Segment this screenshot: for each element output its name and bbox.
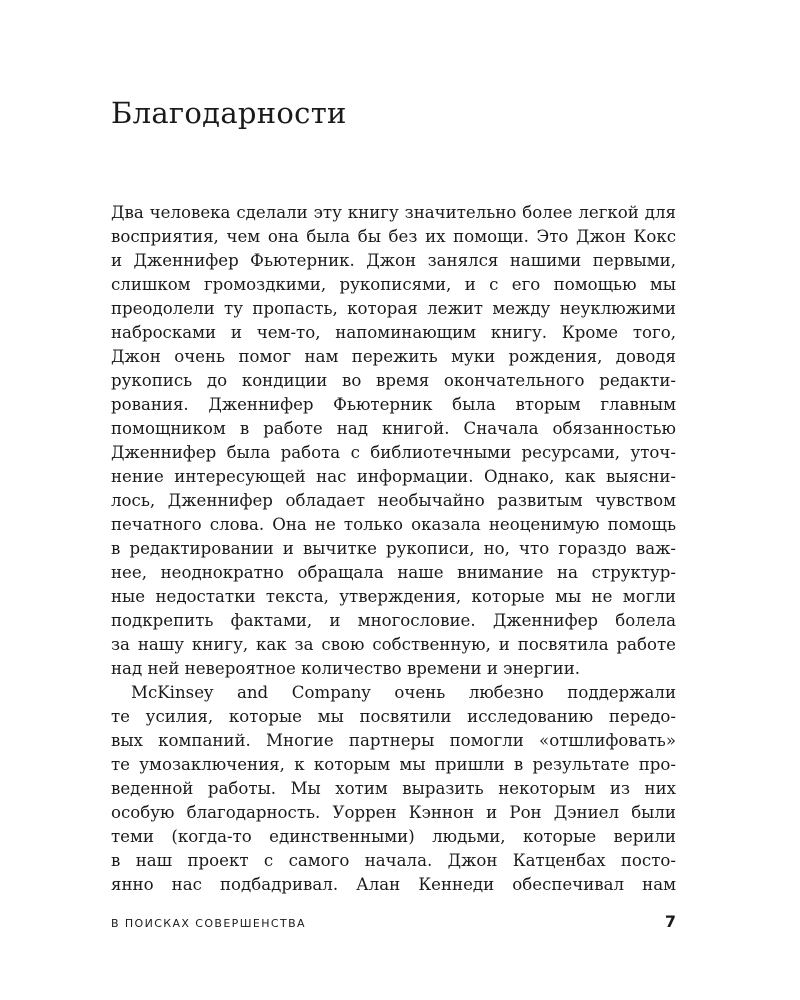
body-text: [111, 201, 676, 897]
text-line: ные недостатки текста, утверждения, которые мы не могли: [111, 587, 676, 606]
text-line: Два человека сделали эту книгу значительно более легкой для: [111, 203, 676, 222]
text-line: Джон очень помог нам пережить муки рождения, доводя: [111, 347, 676, 366]
running-footer-book-title: В ПОИСКАХ СОВЕРШЕНСТВА: [111, 917, 306, 930]
page-number: 7: [664, 912, 676, 931]
text-line: в редактировании и вычитке рукописи, но, что гораздо важ-: [111, 539, 676, 558]
text-line: особую благодарность. Уоррен Кэннон и Рон Дэниел были: [111, 803, 676, 822]
text-line: вых компаний. Многие партнеры помогли «отшлифовать»: [111, 731, 676, 750]
text-line: Дженнифер была работа с библиотечными ресурсами, уточ-: [111, 443, 676, 462]
text-line: те усилия, которые мы посвятили исследованию передо-: [111, 707, 676, 726]
text-line: McKinsey and Company очень любезно поддержали: [131, 683, 676, 702]
text-line: нение интересующей нас информации. Однако, как выясни-: [111, 467, 676, 486]
text-line: рукопись до кондиции во время окончательного редакти-: [111, 371, 676, 390]
text-line: те умозаключения, к которым мы пришли в результате про-: [111, 755, 676, 774]
text-line: восприятия, чем она была бы без их помощи. Это Джон Кокс: [111, 227, 676, 246]
text-line: нее, неоднократно обращала наше внимание на структур-: [111, 563, 676, 582]
text-line: набросками и чем-то, напоминающим книгу. Кроме того,: [111, 323, 676, 342]
page-title: Благодарности: [111, 96, 347, 130]
text-line: теми (когда-то единственными) людьми, которые верили: [111, 827, 676, 846]
text-line: подкрепить фактами, и многословие. Дженнифер болела: [111, 611, 676, 630]
text-line: над ней невероятное количество времени и энергии.: [111, 659, 581, 678]
text-line: веденной работы. Мы хотим выразить некоторым из них: [111, 779, 676, 798]
text-line: янно нас подбадривал. Алан Кеннеди обеспечивал нам: [111, 875, 676, 894]
text-line: за нашу книгу, как за свою собственную, и посвятила работе: [111, 635, 676, 654]
text-line: слишком громоздкими, рукописями, и с его помощью мы: [111, 275, 676, 294]
text-line: и Дженнифер Фьютерник. Джон занялся нашими первыми,: [111, 251, 676, 270]
text-line: рования. Дженнифер Фьютерник была вторым главным: [111, 395, 676, 414]
text-line: печатного слова. Она не только оказала неоценимую помощь: [111, 515, 676, 534]
text-line: лось, Дженнифер обладает необычайно развитым чувством: [111, 491, 676, 510]
text-line: помощником в работе над книгой. Сначала обязанностью: [111, 419, 676, 438]
text-line: преодолели ту пропасть, которая лежит между неуклюжими: [111, 299, 676, 318]
text-line: в наш проект с самого начала. Джон Катценбах посто-: [111, 851, 676, 870]
